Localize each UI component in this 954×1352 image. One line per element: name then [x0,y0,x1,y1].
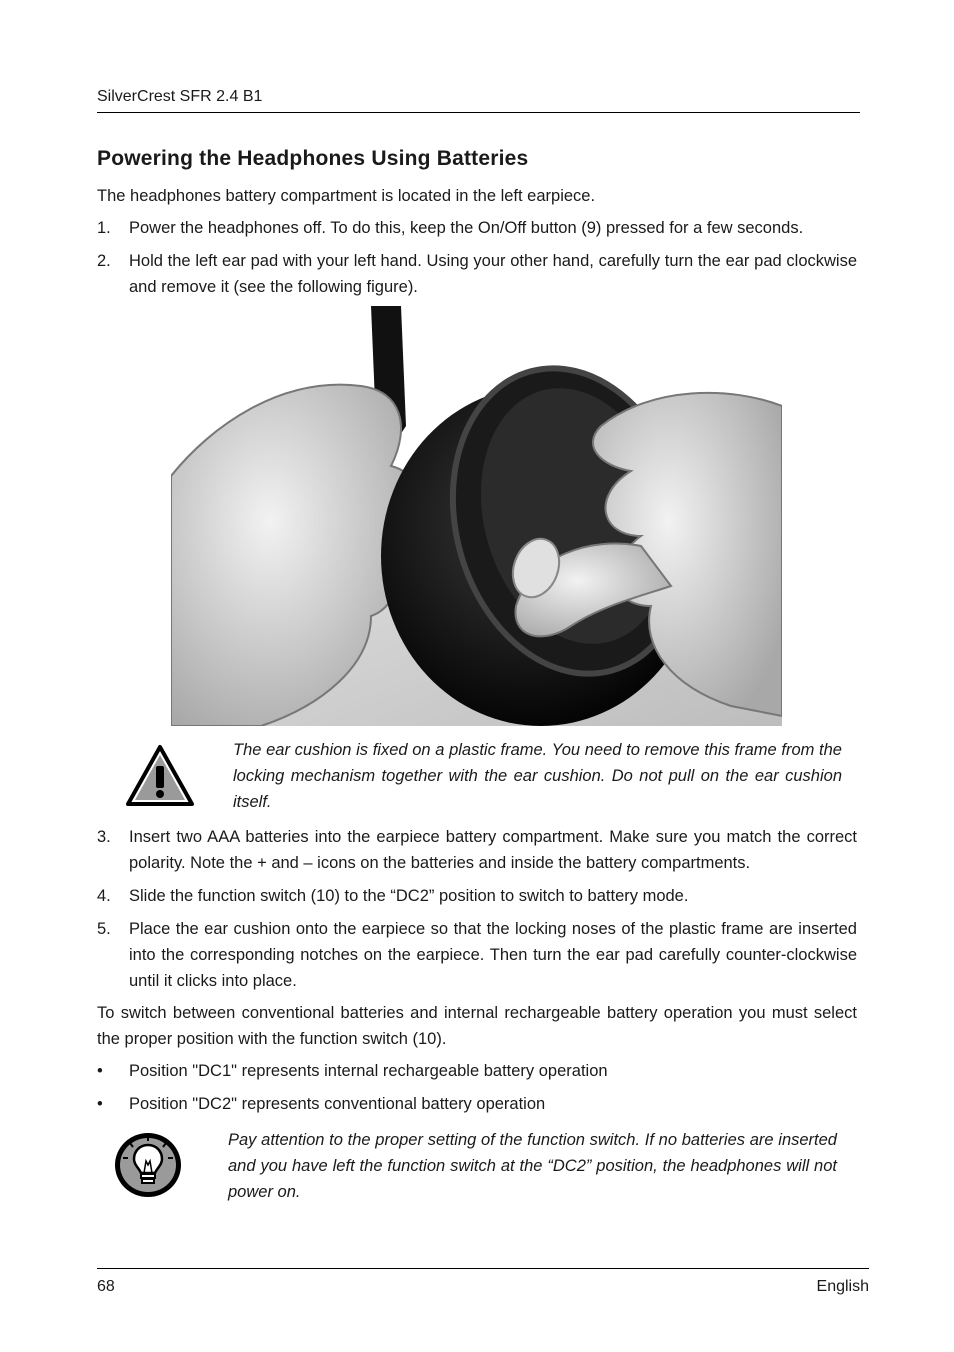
step-text: Insert two AAA batteries into the earpiece battery compartment. Make sure you match the correct polarity. Note the + and – icons on the batteries and inside the battery compartments. [129,828,857,872]
step-number: 5. [97,920,111,938]
list-item [97,883,857,909]
step-text: Place the ear cushion onto the earpiece so that the locking noses of the plastic frame are inserted into the corresponding notches on the earpiece. Then turn the ear pad carefully counter-clockwise until it clicks into place. [129,920,857,990]
switch-paragraph-block [97,1000,857,1052]
page-header [97,84,860,113]
step-number: 2. [97,252,111,270]
header-title: SilverCrest SFR 2.4 B1 [97,88,263,105]
bullet-text: Position "DC2" represents conventional battery operation [129,1095,546,1113]
lightbulb-icon [113,1131,183,1207]
list-item [97,824,857,876]
list-item [97,248,857,300]
list-item [97,1058,857,1084]
step-text: Hold the left ear pad with your left hand. Using your other hand, carefully turn the ear pad clockwise and remove it (see the following figure). [129,252,857,296]
tip-note [228,1127,837,1205]
list-item [97,215,857,241]
hands-headphone-illustration [171,306,782,726]
step-list-2 [97,824,857,994]
footer-language: English [816,1278,869,1295]
step-text: Power the headphones off. To do this, keep the On/Off button (9) pressed for a few seconds. [129,219,804,237]
intro-block [97,183,857,209]
switch-paragraph: To switch between conventional batteries and internal rechargeable battery operation you must select the proper position with the function switch (10). [97,1004,857,1048]
bullet-icon: • [97,1062,103,1080]
bullet-list [97,1058,857,1117]
bullet-text: Position "DC1" represents internal rechargeable battery operation [129,1062,608,1080]
step-number: 4. [97,887,111,905]
step-number: 1. [97,219,111,237]
step-list-1 [97,215,857,300]
page-footer [97,1268,869,1300]
ear-pad-removal-photo [171,306,782,726]
page-number: 68 [97,1278,115,1295]
list-item [97,916,857,994]
list-item [97,1091,857,1117]
warning-text: The ear cushion is fixed on a plastic frame. You need to remove this frame from the locking mechanism together with the ear cushion. Do not pull on the ear cushion itself. [233,741,842,811]
step-number: 3. [97,828,111,846]
step-text: Slide the function switch (10) to the “DC2” position to switch to battery mode. [129,887,689,905]
warning-triangle-icon [125,744,195,816]
section-heading: Powering the Headphones Using Batteries [97,147,529,170]
bullet-icon: • [97,1095,103,1113]
intro-text: The headphones battery compartment is located in the left earpiece. [97,187,596,205]
tip-text: Pay attention to the proper setting of the function switch. If no batteries are inserted and you have left the function switch at the “DC2” position, the headphones will not power on. [228,1131,837,1201]
warning-note [233,737,842,815]
